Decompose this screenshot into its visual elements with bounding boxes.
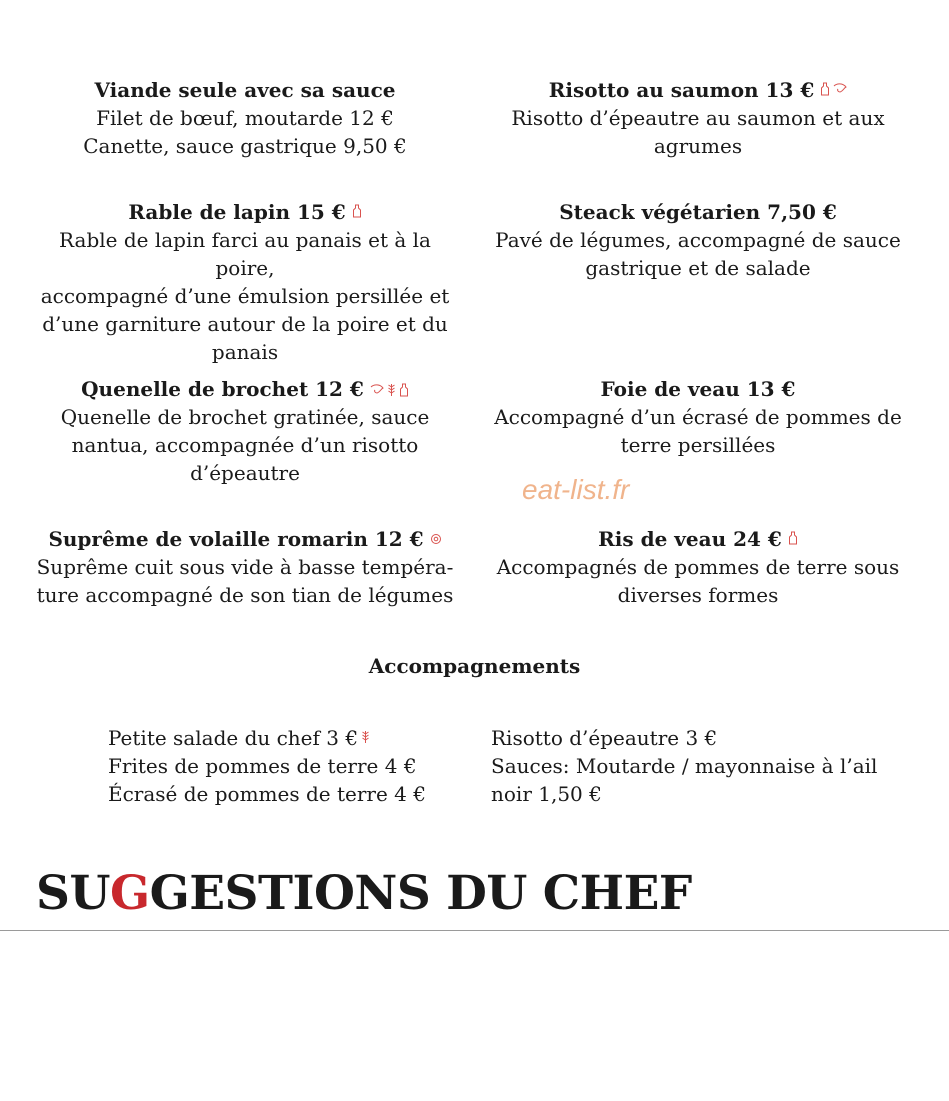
dish-description: Pavé de légumes, accompagné de sauce gastrique et de salade (495, 228, 901, 280)
dish-title: Ris de veau 24 € (492, 525, 904, 553)
wheat-icon (361, 730, 370, 744)
dish-description: Risotto d’épeautre au saumon et aux agrumes (511, 106, 885, 158)
dish-description: Accompagnés de pommes de terre sous diverses formes (496, 555, 900, 607)
dish-quenelle-brochet (40, 375, 450, 487)
list-item: Écrasé de pommes de terre 4 € (108, 782, 426, 806)
accompagnements-title: Accompagnements (368, 654, 581, 678)
dish-risotto-saumon (492, 76, 904, 160)
egg-icon (430, 533, 442, 545)
suggestions-title-accent: G (109, 866, 150, 921)
dish-description: Filet de bœuf, moutarde 12 € Canette, sauce gastrique 9,50 € (83, 106, 407, 158)
dish-ris-veau (492, 525, 904, 609)
shrimp-icon (370, 383, 384, 395)
accompagnements-left-list (108, 724, 426, 808)
dish-steack-vegetarien (492, 198, 904, 282)
list-item: Risotto d’épeautre 3 € (491, 726, 718, 750)
dish-title: Viande seule avec sa sauce (94, 78, 396, 102)
dish-rable-lapin (30, 198, 460, 366)
dish-description: Rable de lapin farci au panais et à la poire, accompagné d’une émulsion persillée et d’une garniture autour de la poire et du panais (40, 228, 450, 364)
dish-title: Suprême de volaille romarin 12 € (30, 525, 460, 553)
list-item: Petite salade du chef 3 € (108, 724, 426, 752)
bottle-icon (352, 204, 362, 218)
dish-title: Foie de veau 13 € (600, 377, 796, 401)
list-item: noir 1,50 € (491, 782, 602, 806)
watermark: eat-list.fr (522, 474, 630, 505)
dish-viande-seule (40, 76, 450, 160)
dish-title: Rable de lapin 15 € (30, 198, 460, 226)
wheat-icon (387, 383, 396, 397)
dish-description: Suprême cuit sous vide à basse tempéra- ture accompagné de son tian de légumes (36, 555, 454, 607)
accompagnements-right-list (491, 724, 877, 808)
bottle-icon (788, 531, 798, 545)
dish-supreme-volaille (30, 525, 460, 609)
dish-foie-veau (492, 375, 904, 459)
shrimp-icon (833, 82, 847, 94)
list-item: Frites de pommes de terre 4 € (108, 754, 417, 778)
list-item: Sauces: Moutarde / mayonnaise à l’ail (491, 754, 878, 778)
bottle-icon (820, 82, 830, 96)
dish-title: Quenelle de brochet 12 € (40, 375, 450, 403)
suggestions-title: SUGGESTIONS DU CHEF (36, 866, 692, 921)
bottle-icon (399, 383, 409, 397)
dish-title: Risotto au saumon 13 € (492, 76, 904, 104)
section-divider (0, 930, 949, 931)
dish-description: Quenelle de brochet gratinée, sauce nantua, accompagnée d’un risotto d’épeautre (60, 405, 430, 485)
dish-title: Steack végétarien 7,50 € (559, 200, 837, 224)
dish-description: Accompagné d’un écrasé de pommes de terre persillées (494, 405, 902, 457)
